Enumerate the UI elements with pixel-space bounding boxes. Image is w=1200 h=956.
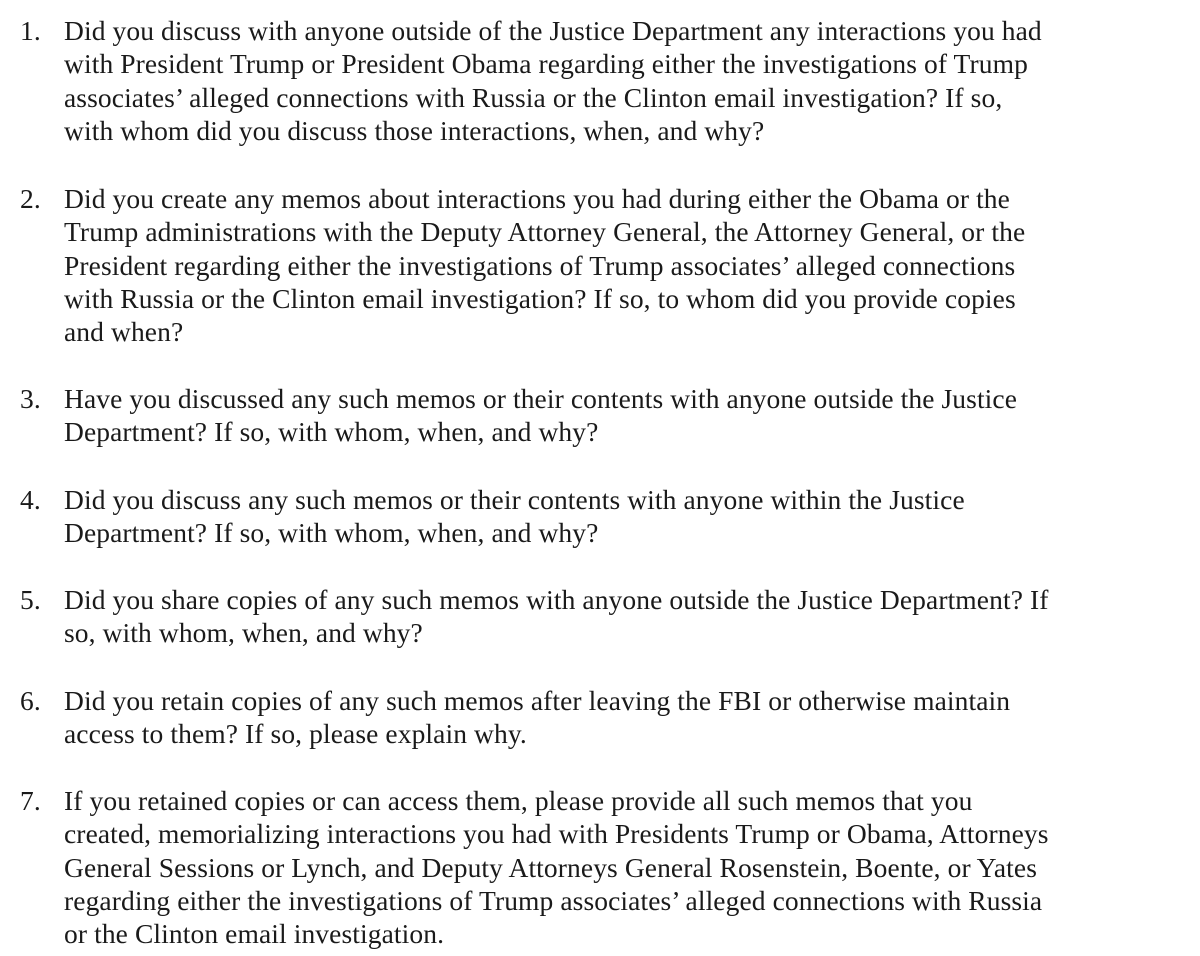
question-number: 3. (20, 383, 41, 414)
question-line: Have you discussed any such memos or their contents with anyone outside the Justice (64, 383, 1018, 414)
question-line: regarding either the investigations of Trump associates’ alleged connections with Russia (64, 884, 1043, 916)
question-line: created, memorializing interactions you had with Presidents Trump or Obama, Attorneys (64, 818, 1049, 850)
question-line: with President Trump or President Obama regarding either the investigations of Trump (64, 48, 1028, 80)
question-line: General Sessions or Lynch, and Deputy Attorneys General Rosenstein, Boente, or Yates (64, 851, 1038, 883)
question-line: If you retained copies or can access them, please provide all such memos that you (64, 785, 973, 816)
question-line: President regarding either the investigations of Trump associates’ alleged connections (64, 249, 1016, 281)
question-line: access to them? If so, please explain why. (64, 718, 527, 750)
question-line: Did you discuss any such memos or their contents with anyone within the Justice (64, 484, 965, 515)
question-text (64, 583, 1184, 650)
question-line: with whom did you discuss those interactions, when, and why? (64, 114, 765, 146)
question-line: Did you create any memos about interactions you had during either the Obama or the (64, 183, 1010, 214)
question-text (64, 784, 1184, 950)
question-number: 2. (20, 183, 41, 214)
question-line: Did you share copies of any such memos with anyone outside the Justice Department? If (64, 584, 1049, 615)
question-line: with Russia or the Clinton email investigation? If so, to whom did you provide copies (64, 282, 1016, 314)
question-line: Did you retain copies of any such memos after leaving the FBI or otherwise maintain (64, 685, 1011, 716)
question-line: Trump administrations with the Deputy Attorney General, the Attorney General, or the (64, 216, 1026, 248)
question-number: 4. (20, 484, 41, 515)
question-number: 6. (20, 685, 41, 716)
question-text (64, 483, 1184, 550)
question-number: 7. (20, 785, 41, 816)
question-line: Department? If so, with whom, when, and why? (64, 416, 599, 448)
question-line: Did you discuss with anyone outside of the Justice Department any interactions you had (64, 15, 1042, 46)
question-number: 1. (20, 15, 41, 46)
question-text (64, 684, 1184, 751)
question-text (64, 14, 1184, 147)
question-line: so, with whom, when, and why? (64, 617, 423, 649)
question-text (64, 382, 1184, 449)
question-line: Department? If so, with whom, when, and why? (64, 517, 599, 549)
question-text (64, 182, 1184, 348)
question-line: associates’ alleged connections with Russia or the Clinton email investigation? If so, (64, 81, 1003, 113)
question-number: 5. (20, 584, 41, 615)
question-line: and when? (64, 316, 184, 348)
question-line: or the Clinton email investigation. (64, 918, 445, 950)
